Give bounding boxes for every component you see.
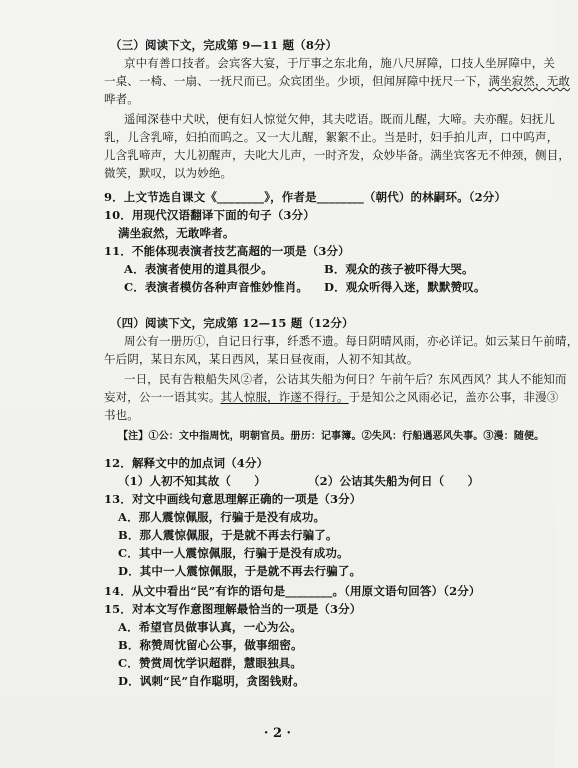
page-number: · 2 · (263, 726, 292, 741)
q12-item-1: （1）人初不知其故（ ） (118, 474, 266, 488)
q15-option-b: B．称赞周忱留心公事，做事细密。 (118, 638, 303, 652)
s3-p1-line2 (104, 74, 570, 88)
question-11-stem: 11．不能体现表演者技艺高超的一项是（3分） (104, 244, 350, 258)
s4-p1-line2: 午后阴，某日东风，某日西风，某日昼夜雨，人初不知其故。 (104, 352, 419, 366)
s3-p2-line2: 乳，儿含乳啼，妇拍而呜之。又一大儿醒，絮絮不止。当是时，妇手拍儿声，口中呜声， (104, 130, 559, 144)
underlined-sentence-s4: 其人惊服，诈遂不得行。 (220, 390, 349, 404)
annotation-note: 【注】①公：文中指周忱，明朝官员。册历：记事簿。②失风：行船遇恶风失事。③漫：随便。 (118, 431, 545, 442)
s4-p2-line1: 一日，民有告粮船失风②者，公诘其失船为何日？午前午后？东风西风？其人不能知而 (124, 372, 567, 386)
section-3-heading: （三）阅读下文，完成第 9—11 题（8分） (110, 38, 338, 52)
question-9: 9．上文节选自课文《________》，作者是________（朝代）的林嗣环。（2分） (104, 190, 507, 204)
s3-p2-line1: 遥闻深巷中犬吠，便有妇人惊觉欠伸，其夫呓语。既而儿醒，大啼。夫亦醒。妇抚儿 (124, 112, 556, 126)
question-10-stem: 10．用现代汉语翻译下面的句子（3分） (104, 208, 315, 222)
question-10-sentence: 满坐寂然，无敢哗者。 (118, 226, 235, 240)
q13-option-a: A．那人震惊佩服，行骗于是没有成功。 (118, 510, 326, 524)
s3-p1-line1: 京中有善口技者。会宾客大宴，于厅事之东北角，施八尺屏障，口技人坐屏障中，关 (124, 56, 556, 70)
q15-option-a: A．希望官员做事认真，一心为公。 (118, 620, 302, 634)
q13-option-c: C．其中一人震惊佩服，行骗于是没有成功。 (118, 546, 349, 560)
q12-item-2: （2）公诘其失船为何日（ ） (308, 474, 480, 488)
s4-p2-line2 (104, 390, 558, 404)
q15-option-c: C．赞赏周忱学识超群，慧眼独具。 (118, 656, 303, 670)
question-13-stem: 13．对文中画线句意思理解正确的一项是（3分） (104, 492, 362, 506)
section-4-heading: （四）阅读下文，完成第 12—15 题（12分） (110, 316, 354, 330)
question-12-stem: 12．解释文中的加点词（4分） (104, 456, 269, 470)
q11-option-d: D．观众听得入迷，默默赞叹。 (324, 280, 486, 294)
s4-p2-line2-pre: 妄对，公一一语其实。 (104, 390, 221, 404)
q15-option-d: D．讽刺“民”自作聪明，贪图钱财。 (118, 674, 305, 688)
s4-p2-line2-post: 于是知公之风雨必记，盖亦公事，非漫③ (348, 390, 559, 404)
s3-p2-line4: 微笑，默叹，以为妙绝。 (104, 166, 233, 180)
question-15-stem: 15．对本文写作意图理解最恰当的一项是（3分） (104, 602, 362, 616)
s4-p2-line3: 书也。 (104, 408, 139, 422)
q13-option-d: D．其中一人震惊佩服，于是就不再去行骗了。 (118, 564, 362, 578)
s3-p2-line3: 儿含乳啼声，大儿初醒声，夫叱大儿声，一时齐发，众妙毕备。满坐宾客无不伸颈，侧目， (104, 148, 570, 162)
s3-p1-line3: 哗者。 (104, 92, 139, 106)
underlined-sentence: 满坐寂然，无敢 (488, 74, 571, 88)
s4-p1-line1: 周公有一册历①，自记日行事，纤悉不遗。每日阴晴风雨，亦必详记。如云某日午前晴， (124, 334, 578, 348)
q11-option-b: B．观众的孩子被吓得大哭。 (324, 262, 474, 276)
question-14: 14．从文中看出“民”有诈的语句是________。（用原文语句回答）（2分） (104, 584, 481, 598)
q11-option-c: C．表演者模仿各种声音惟妙惟肖。 (124, 280, 309, 294)
s3-p1-line2-text: 一桌、一椅、一扇、一抚尺而已。众宾团坐。少顷，但闻屏障中抚尺一下， (104, 74, 489, 88)
q11-option-a: A．表演者使用的道具很少。 (124, 262, 273, 276)
q13-option-b: B．那人震惊佩服，于是就不再去行骗了。 (118, 528, 338, 542)
